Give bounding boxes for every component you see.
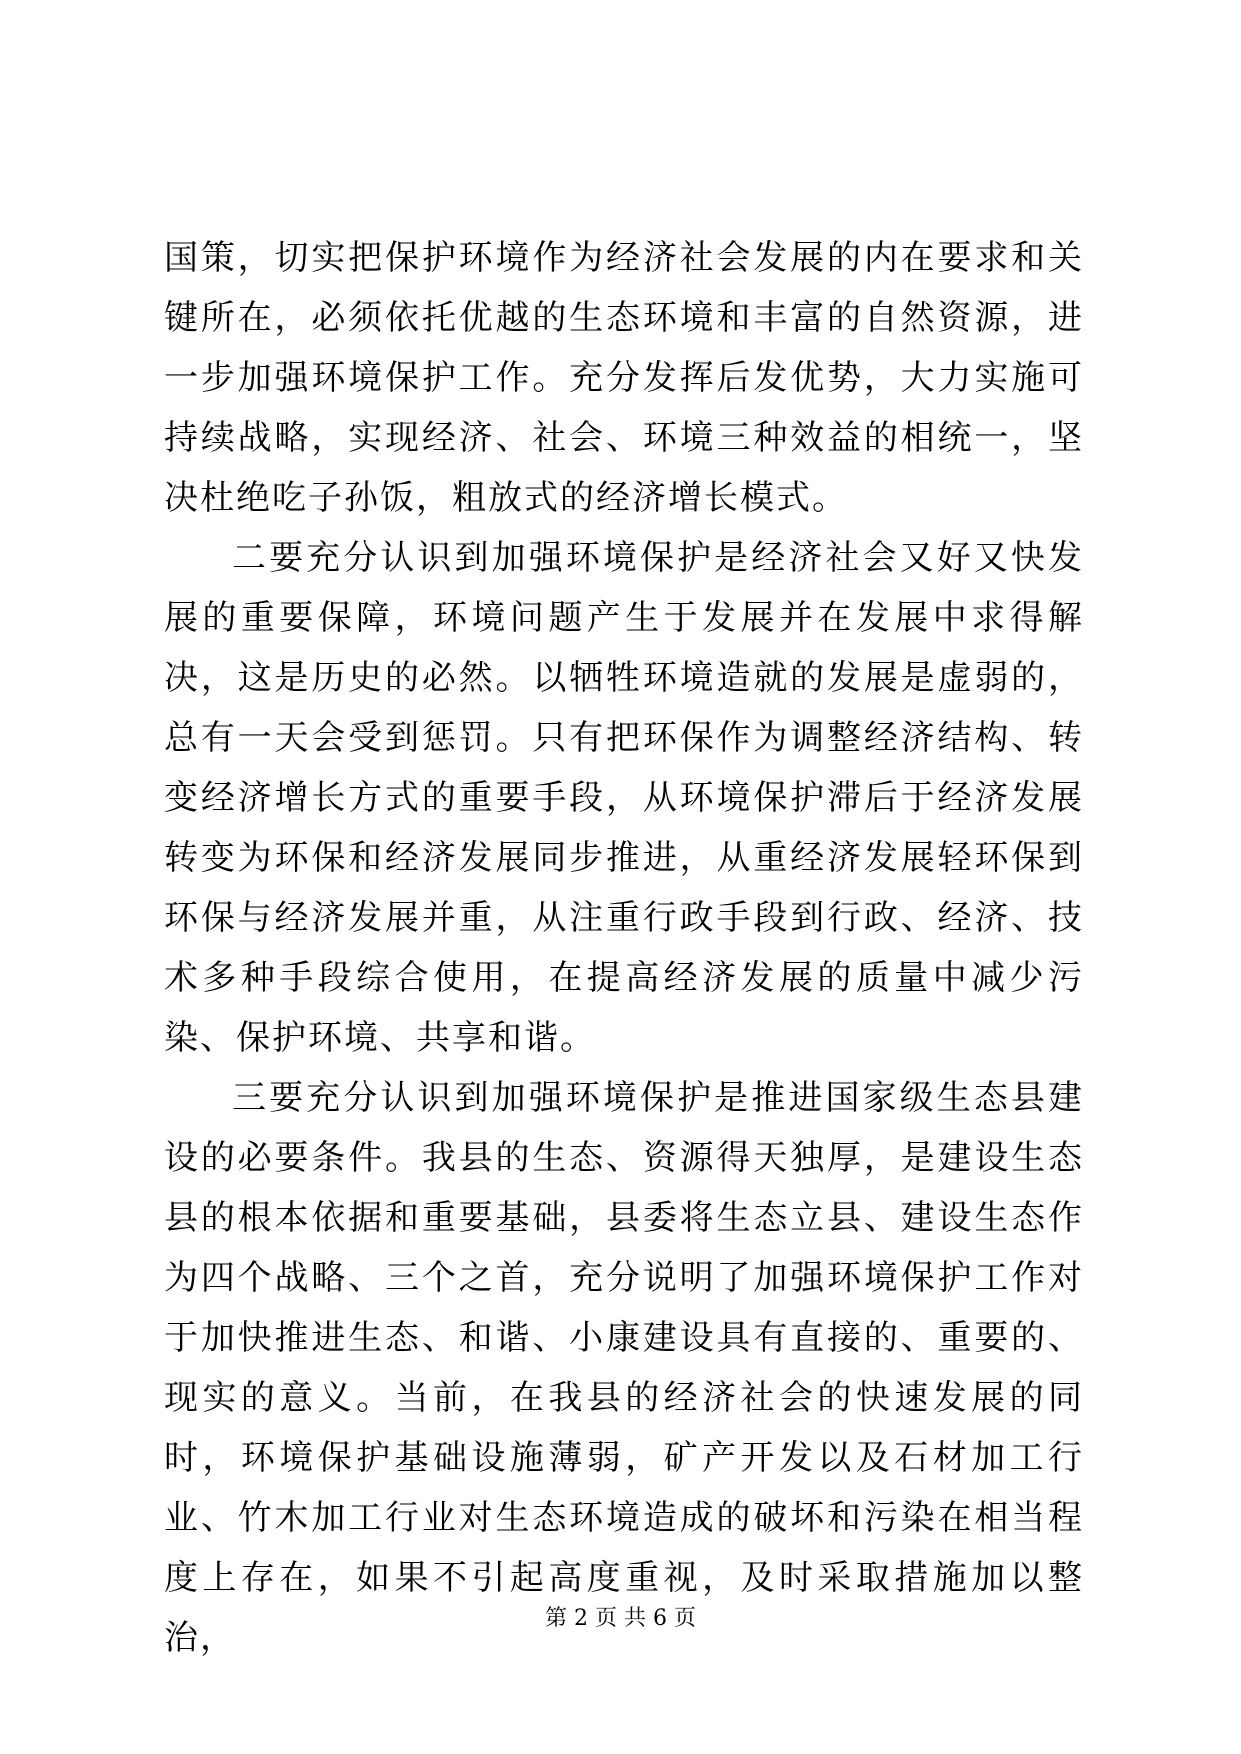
page-number-footer: 第 2 页 共 6 页 [545,1606,696,1631]
paragraph-3: 三要充分认识到加强环境保护是推进国家级生态县建设的必要条件。我县的生态、资源得天独厚，是建设生态县的根本依据和重要基础，县委将生态立县、建设生态作为四个战略、三个之首，充分说明了加强环境保护工作对于加快推进生态、和谐、小康建设具有直接的、重要的、现实的意义。当前，在我县的经济社会的快速发展的同时，环境保护基础设施薄弱，矿产开发以及石材加工行业、竹木加工行业对生态环境造成的破坏和污染在相当程度上存在，如果不引起高度重视，及时采取措施加以整治， [164,1078,1084,1658]
body-text [164,228,1084,1668]
paragraph-2: 二要充分认识到加强环境保护是经济社会又好又快发展的重要保障，环境问题产生于发展并在发展中求得解决，这是历史的必然。以牺牲环境造就的发展是虚弱的，总有一天会受到惩罚。只有把环保作为调整经济结构、转变经济增长方式的重要手段，从环境保护滞后于经济发展转变为环保和经济发展同步推进，从重经济发展轻环保到环保与经济发展并重，从注重行政手段到行政、经济、技术多种手段综合使用，在提高经济发展的质量中减少污染、保护环境、共享和谐。 [164,538,1084,1058]
paragraph-1: 国策，切实把保护环境作为经济社会发展的内在要求和关键所在，必须依托优越的生态环境和丰富的自然资源，进一步加强环境保护工作。充分发挥后发优势，大力实施可持续战略，实现经济、社会、环境三种效益的相统一，坚决杜绝吃子孙饭，粗放式的经济增长模式。 [164,238,1084,518]
